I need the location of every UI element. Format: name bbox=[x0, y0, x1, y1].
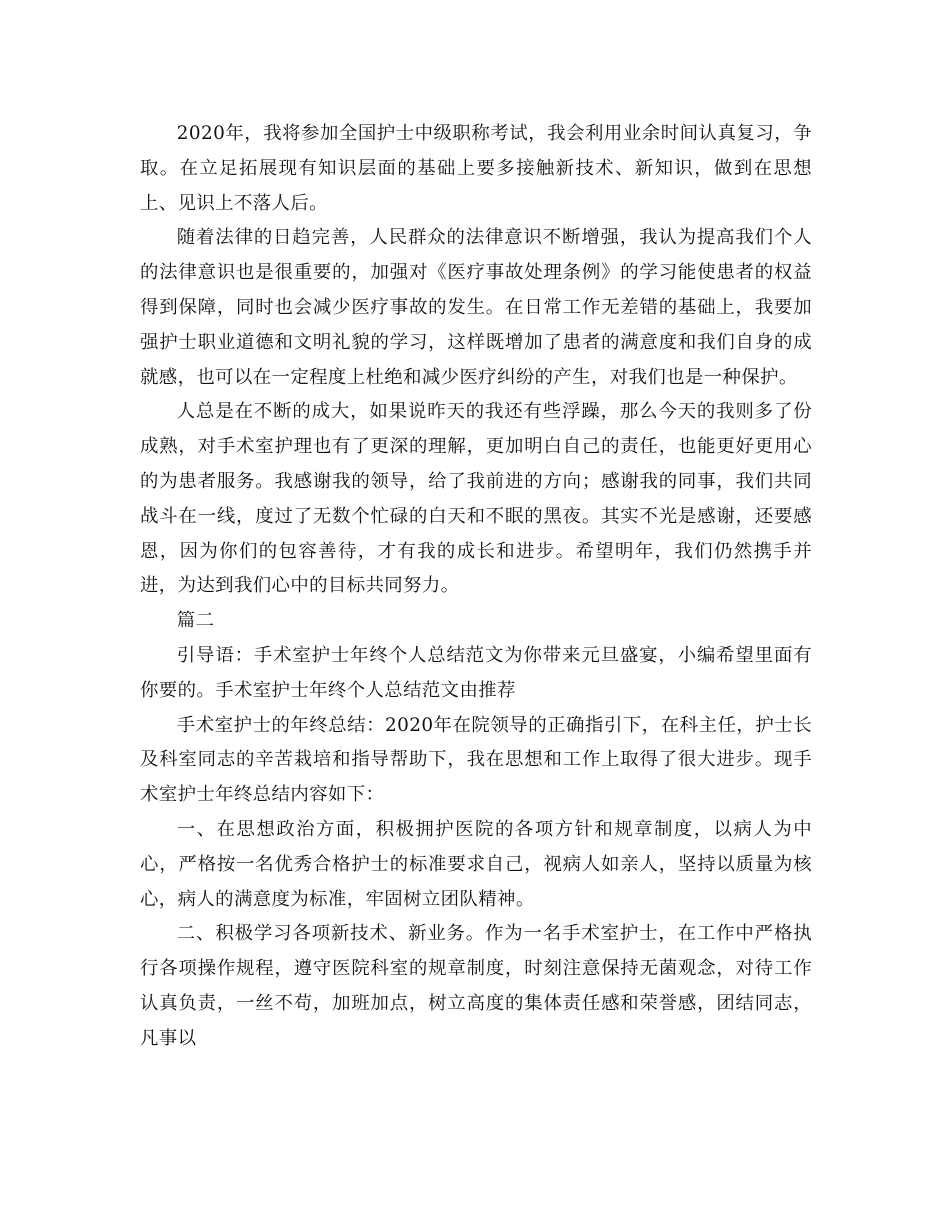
paragraph-intro: 引导语：手术室护士年终个人总结范文为你带来元旦盛宴，小编希望里面有你要的。手术室护士年终个人总结范文由推荐 bbox=[140, 644, 812, 701]
paragraph-summary: 手术室护士的年终总结：2020年在院领导的正确指引下，在科主任，护士长及科室同志的辛苦栽培和指导帮助下，我在思想和工作上取得了很大进步。现手术室护士年终总结内容如下： bbox=[140, 714, 812, 806]
paragraph-point-2: 二、积极学习各项新技术、新业务。作为一名手术室护士，在工作中严格执行各项操作规程，遵守医院科室的规章制度，时刻注意保持无菌观念，对待工作认真负责，一丝不苟，加班加点，树立高度的集体责任感和荣誉感，团结同志，凡事以 bbox=[140, 923, 812, 1049]
paragraph-3: 人总是在不断的成大，如果说昨天的我还有些浮躁，那么今天的我则多了份成熟，对手术室护理也有了更深的理解，更加明白自己的责任，也能更好更用心的为患者服务。我感谢我的领导，给了我前进的方向；感谢我的同事，我们共同战斗在一线，度过了无数个忙碌的白天和不眠的黑夜。其实不光是感谢，还要感恩，因为你们的包容善待，才有我的成长和进步。希望明年，我们仍然携手并进，为达到我们心中的目标共同努力。 bbox=[140, 401, 812, 597]
paragraph-2: 随着法律的日趋完善，人民群众的法律意识不断增强，我认为提高我们个人的法律意识也是很重要的，加强对《医疗事故处理条例》的学习能使患者的权益得到保障，同时也会减少医疗事故的发生。在日常工作无差错的基础上，我要加强护士职业道德和文明礼貌的学习，这样既增加了患者的满意度和我们自身的成就感，也可以在一定程度上杜绝和减少医疗纠纷的产生，对我们也是一种保护。 bbox=[140, 227, 812, 388]
section-heading: 篇二 bbox=[176, 610, 215, 632]
paragraph-point-1: 一、在思想政治方面，积极拥护医院的各项方针和规章制度，以病人为中心，严格按一名优秀合格护士的标准要求自己，视病人如亲人，坚持以质量为核心，病人的满意度为标准，牢固树立团队精神。 bbox=[140, 818, 812, 910]
document-body bbox=[140, 117, 812, 1057]
paragraph-1: 2020年，我将参加全国护士中级职称考试，我会利用业余时间认真复习，争取。在立足拓展现有知识层面的基础上要多接触新技术、新知识，做到在思想上、见识上不落人后。 bbox=[140, 123, 812, 214]
